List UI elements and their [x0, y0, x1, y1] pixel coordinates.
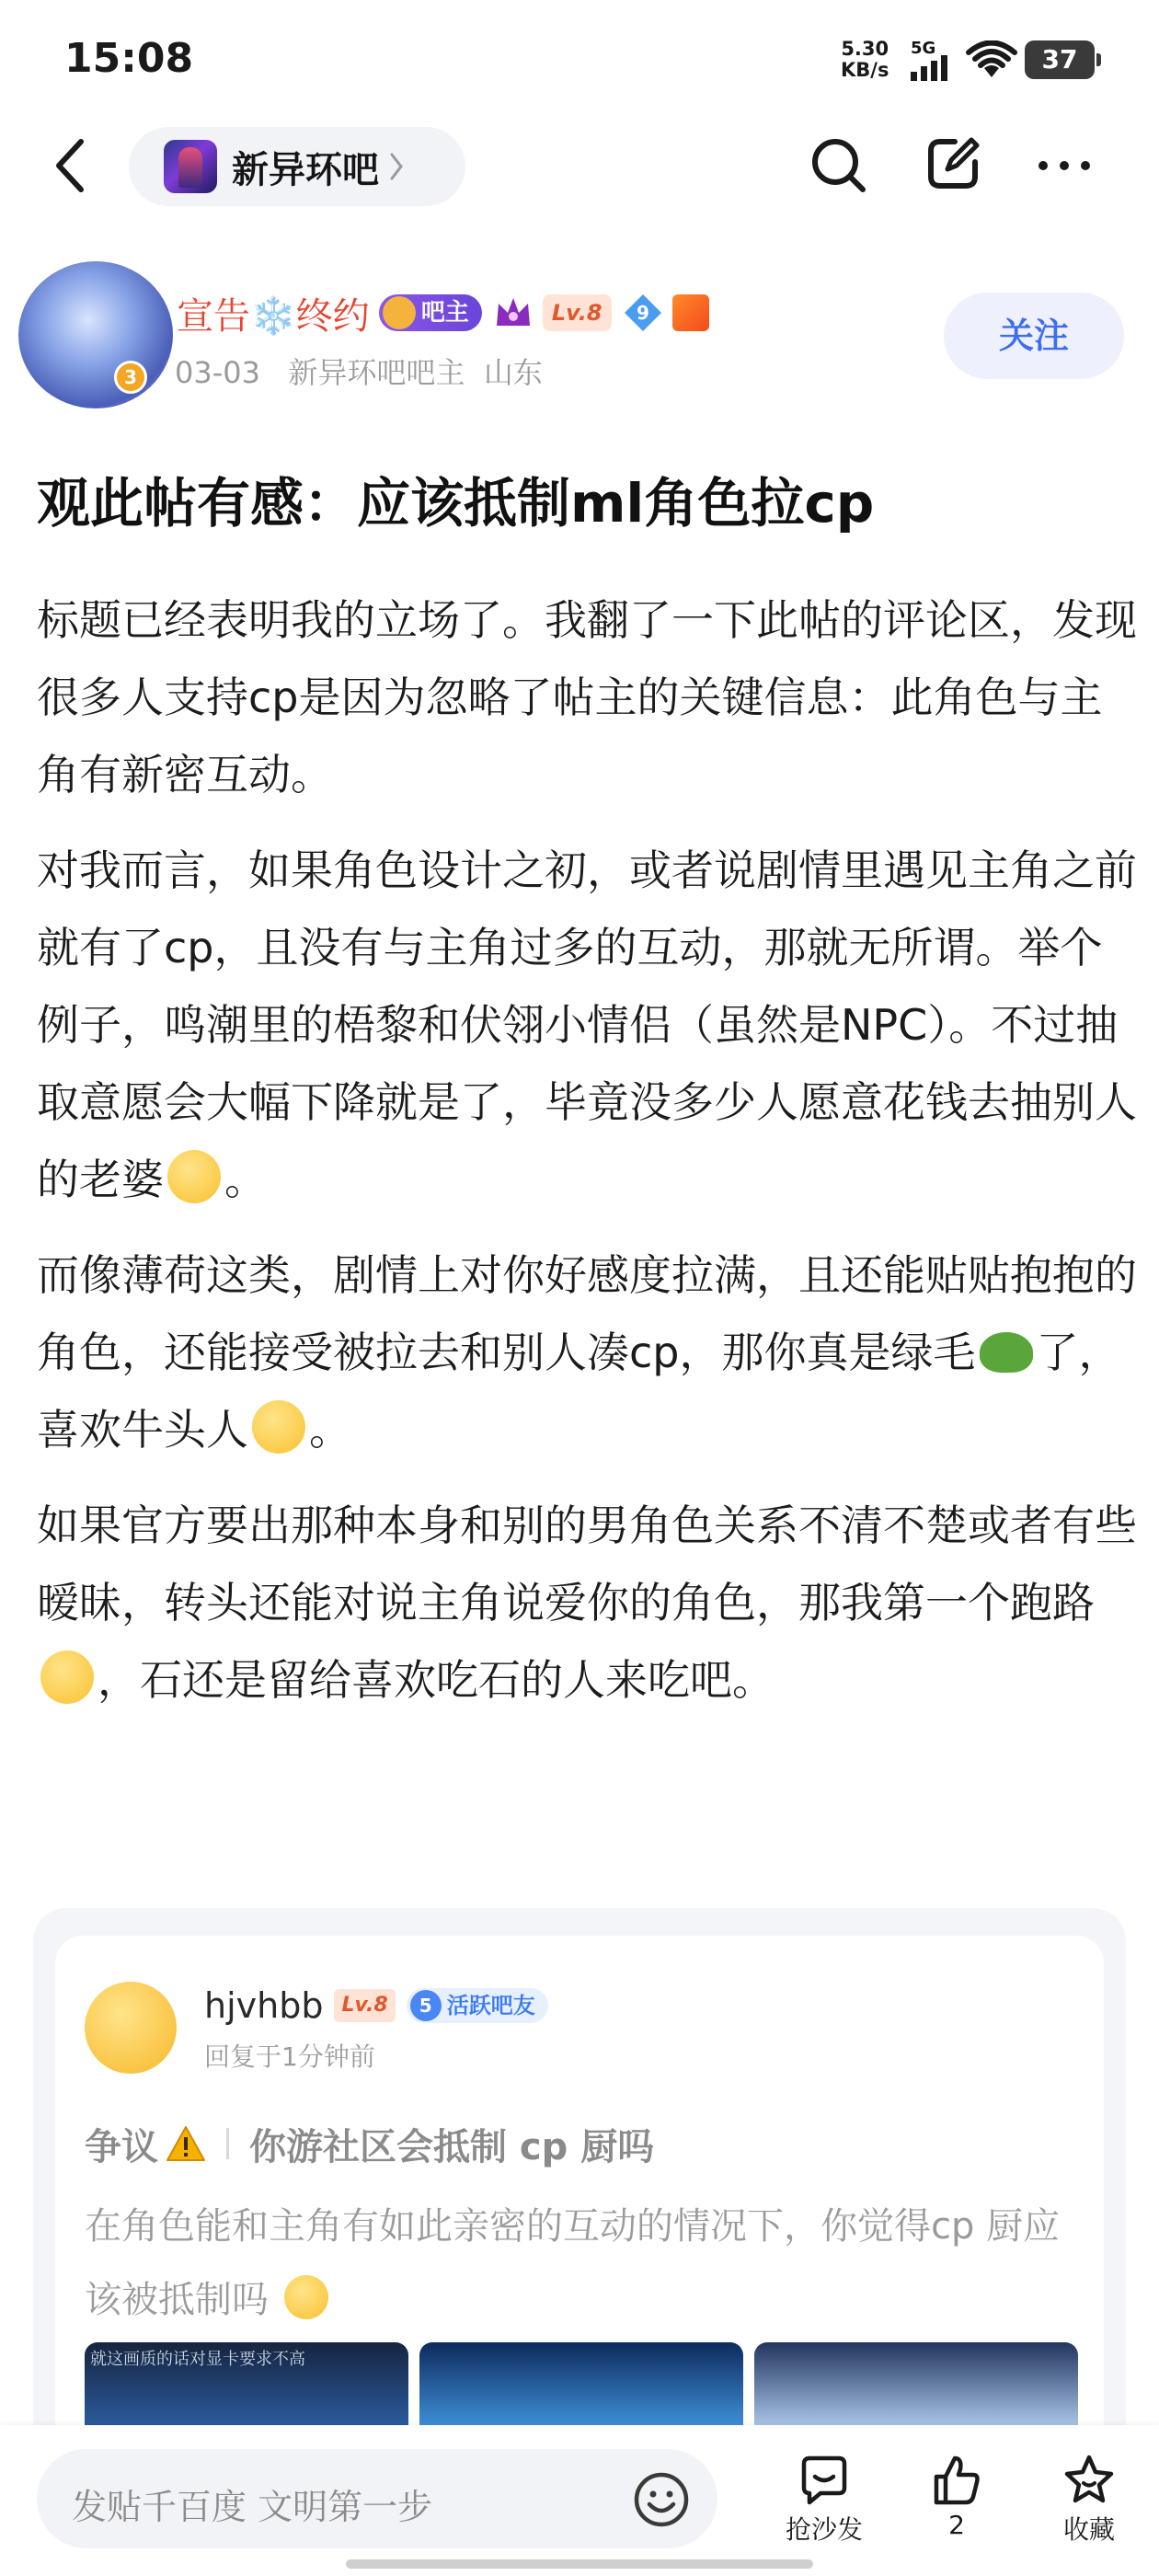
- home-indicator[interactable]: [346, 2559, 813, 2569]
- crown-icon: [493, 294, 534, 331]
- forum-link[interactable]: [129, 127, 465, 206]
- paragraph-text: 。: [224, 1155, 267, 1204]
- post-paragraph: [37, 1236, 1141, 1468]
- gem-icon: [623, 293, 663, 333]
- paragraph-text: 如果官方要出那种本身和别的男角色关系不清不楚或者有些暧昧，转头还能对说主角说爱你的角色，那我第一个跑路: [37, 1501, 1137, 1627]
- emoji-picker-icon[interactable]: [633, 2471, 690, 2528]
- status-bar: [0, 0, 1159, 110]
- quoted-description: [85, 2190, 1078, 2337]
- hug-emoji-icon: [284, 2275, 328, 2319]
- level-badge: Lv.8: [543, 294, 612, 331]
- image-caption: 就这画质的话对显卡要求不高: [90, 2350, 305, 2369]
- star-icon: [1061, 2453, 1117, 2508]
- paragraph-text: 而像薄荷这类，剧情上对你好感度拉满，且还能贴贴抱抱的角色，还能接受被拉去和别人凑cp，那你真是绿毛: [37, 1250, 1137, 1377]
- author-name[interactable]: 宣告❄️终约: [177, 294, 370, 338]
- flame-badge-icon: [672, 294, 709, 331]
- quoted-topic: 你游社区会抵制 cp 厨吗: [249, 2125, 655, 2168]
- chevron-right-icon: [388, 151, 405, 182]
- post-date: 03-03: [175, 355, 260, 390]
- author-meta: [175, 350, 543, 392]
- divider: [226, 2128, 229, 2159]
- reply-label: 抢沙发: [785, 2514, 863, 2545]
- favorite-action[interactable]: [1034, 2453, 1144, 2563]
- active-member-number: 5: [410, 1990, 442, 2021]
- controversy-tag: 争议: [85, 2125, 158, 2168]
- reply-action[interactable]: [769, 2453, 879, 2563]
- battery-indicator: 37: [1025, 40, 1095, 79]
- post-paragraph: [37, 832, 1141, 1218]
- gem-level: 9: [636, 302, 649, 324]
- post-paragraph: 标题已经表明我的立场了。我翻了一下此帖的评论区，发现很多人支持cp是因为忽略了帖主的关键信息：此角色与主角有新密互动。: [37, 595, 1137, 799]
- network-type: 5G: [911, 39, 936, 58]
- active-member-badge: [407, 1988, 548, 2023]
- back-icon[interactable]: [52, 136, 88, 195]
- comment-placeholder: 发贴千百度 文明第一步: [72, 2487, 433, 2527]
- paragraph-text: 对我而言，如果角色设计之初，或者说剧情里遇见主角之前就有了cp，且没有与主角过多的互动，那就无所谓。举个例子，鸣潮里的梧黎和伏翎小情侣（虽然是NPC）。不过抽取意愿会大幅下降就是了，毕竟没多少人愿意花钱去抽别人的老婆: [37, 845, 1137, 1204]
- edit-icon[interactable]: [924, 134, 982, 193]
- post-paragraph: [37, 1487, 1141, 1719]
- paragraph-text: ，石还是留给喜欢吃石的人来吃吧。: [98, 1655, 775, 1705]
- quoted-username[interactable]: hjvhbb: [204, 1985, 324, 2026]
- like-count: 2: [948, 2510, 965, 2540]
- signal-icon: [911, 55, 951, 81]
- paragraph-text: 。: [309, 1405, 351, 1455]
- search-icon[interactable]: [809, 136, 868, 195]
- author-row: [177, 287, 709, 339]
- quoted-reply-time: 回复于1分钟前: [204, 2041, 375, 2072]
- like-action[interactable]: [901, 2453, 1012, 2563]
- forum-logo: [164, 140, 217, 193]
- post-body: [37, 581, 1141, 1737]
- author-role: 新异环吧吧主: [288, 355, 465, 390]
- forum-name: 新异环吧: [232, 148, 379, 191]
- thumbs-up-icon: [929, 2453, 984, 2508]
- quoted-user-avatar[interactable]: [85, 1982, 177, 2074]
- avatar-level-badge: 3: [114, 361, 147, 394]
- grin-emoji-icon: [40, 1650, 94, 1704]
- quoted-topic-row: [85, 2116, 654, 2171]
- wifi-icon: [966, 40, 1017, 81]
- more-icon[interactable]: [1036, 156, 1093, 175]
- comment-icon: [797, 2453, 852, 2508]
- post-title: 观此帖有感：应该抵制ml角色拉cp: [37, 472, 875, 535]
- net-speed-unit: KB/s: [841, 59, 889, 81]
- quoted-image[interactable]: [754, 2342, 1078, 2425]
- follow-button[interactable]: 关注: [944, 293, 1124, 379]
- quoted-level-badge: Lv.8: [334, 1989, 395, 2022]
- net-speed-value: 5.30: [841, 38, 889, 60]
- author-avatar[interactable]: [18, 261, 173, 408]
- turtle-emoji-icon: [980, 1332, 1033, 1373]
- quoted-image[interactable]: [85, 2342, 408, 2425]
- comment-input[interactable]: [37, 2449, 717, 2548]
- active-member-label: 活跃吧友: [446, 1993, 535, 2018]
- quoted-image-strip: [85, 2342, 1078, 2425]
- quoted-user-row: [204, 1982, 548, 2030]
- quoted-image[interactable]: [419, 2342, 743, 2425]
- quoted-description-text: 在角色能和主角有如此亲密的互动的情况下，你觉得cp 厨应该被抵制吗: [85, 2205, 1061, 2321]
- owner-badge: 吧主: [379, 294, 482, 331]
- net-speed: [841, 39, 889, 81]
- author-location: 山东: [483, 355, 543, 390]
- status-time: 15:08: [64, 35, 194, 82]
- paragraph-text: 了，喜欢牛头人: [37, 1328, 1121, 1455]
- warning-icon: [166, 2125, 206, 2162]
- sweat-emoji-icon: [167, 1150, 221, 1203]
- favorite-label: 收藏: [1062, 2514, 1115, 2545]
- sweat-emoji-icon: [252, 1400, 305, 1454]
